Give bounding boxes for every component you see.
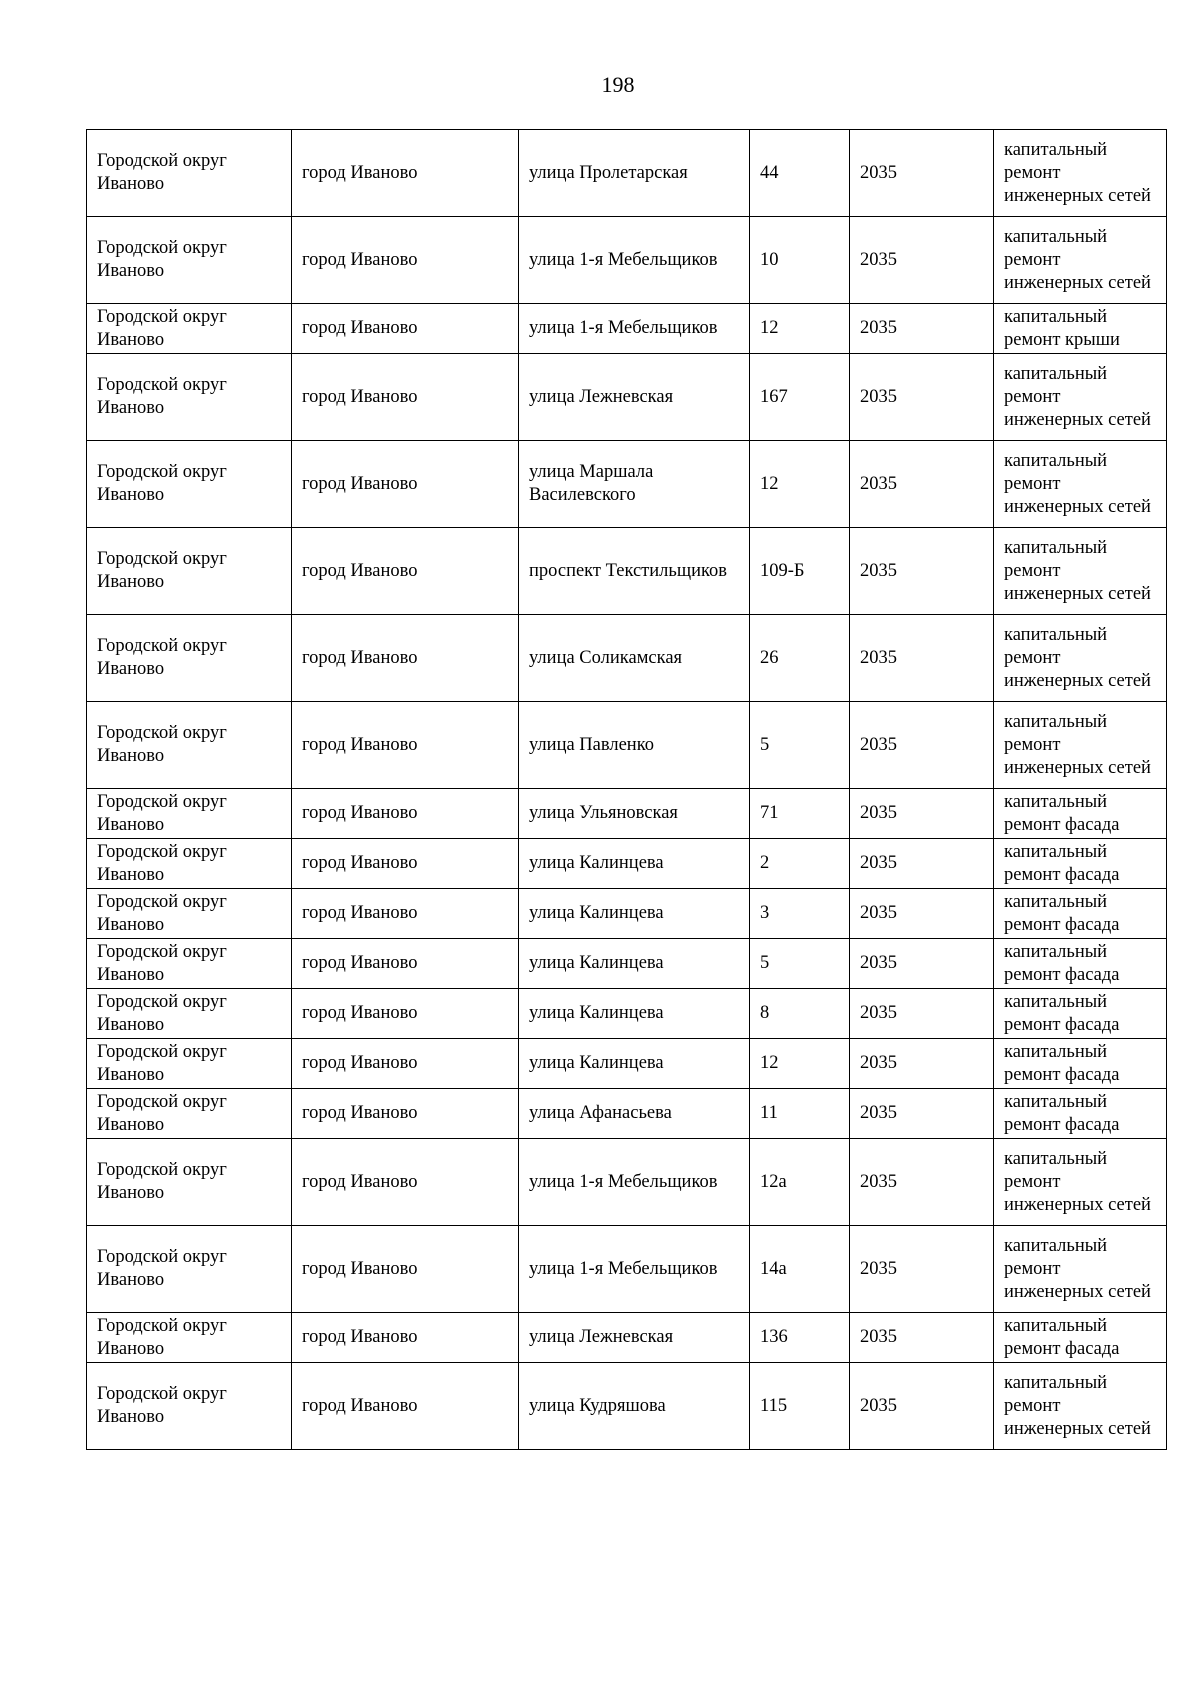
table-row xyxy=(87,1313,1167,1363)
house-number-cell: 26 xyxy=(750,615,850,702)
municipality-cell: Городской округ Иваново xyxy=(87,354,292,441)
year-cell: 2035 xyxy=(850,1313,994,1363)
work-type-cell: капитальный ремонт фасада xyxy=(994,1313,1167,1363)
table-row xyxy=(87,989,1167,1039)
work-type-cell: капитальный ремонт инженерных сетей xyxy=(994,130,1167,217)
locality-cell: город Иваново xyxy=(292,789,519,839)
house-number-cell: 71 xyxy=(750,789,850,839)
year-cell: 2035 xyxy=(850,939,994,989)
year-cell: 2035 xyxy=(850,839,994,889)
year-cell: 2035 xyxy=(850,528,994,615)
municipality-cell: Городской округ Иваново xyxy=(87,889,292,939)
table-row xyxy=(87,839,1167,889)
street-cell: улица Лежневская xyxy=(519,354,750,441)
house-number-cell: 12 xyxy=(750,441,850,528)
street-cell: улица Павленко xyxy=(519,702,750,789)
locality-cell: город Иваново xyxy=(292,989,519,1039)
year-cell: 2035 xyxy=(850,1039,994,1089)
municipality-cell: Городской округ Иваново xyxy=(87,1089,292,1139)
locality-cell: город Иваново xyxy=(292,1313,519,1363)
house-number-cell: 5 xyxy=(750,939,850,989)
street-cell: улица Соликамская xyxy=(519,615,750,702)
table-row xyxy=(87,1039,1167,1089)
locality-cell: город Иваново xyxy=(292,304,519,354)
house-number-cell: 109-Б xyxy=(750,528,850,615)
work-type-cell: капитальный ремонт инженерных сетей xyxy=(994,1363,1167,1450)
municipality-cell: Городской округ Иваново xyxy=(87,528,292,615)
year-cell: 2035 xyxy=(850,615,994,702)
work-type-cell: капитальный ремонт инженерных сетей xyxy=(994,615,1167,702)
locality-cell: город Иваново xyxy=(292,1089,519,1139)
work-type-cell: капитальный ремонт фасада xyxy=(994,889,1167,939)
municipality-cell: Городской округ Иваново xyxy=(87,1313,292,1363)
locality-cell: город Иваново xyxy=(292,1226,519,1313)
year-cell: 2035 xyxy=(850,1089,994,1139)
table-row xyxy=(87,354,1167,441)
year-cell: 2035 xyxy=(850,304,994,354)
work-type-cell: капитальный ремонт инженерных сетей xyxy=(994,528,1167,615)
municipality-cell: Городской округ Иваново xyxy=(87,1039,292,1089)
table-row xyxy=(87,702,1167,789)
street-cell: проспект Текстильщиков xyxy=(519,528,750,615)
municipality-cell: Городской округ Иваново xyxy=(87,939,292,989)
table-row xyxy=(87,130,1167,217)
table-row xyxy=(87,789,1167,839)
work-type-cell: капитальный ремонт фасада xyxy=(994,1039,1167,1089)
year-cell: 2035 xyxy=(850,889,994,939)
table-row xyxy=(87,1226,1167,1313)
table-row xyxy=(87,217,1167,304)
work-type-cell: капитальный ремонт фасада xyxy=(994,939,1167,989)
street-cell: улица 1-я Мебельщиков xyxy=(519,1226,750,1313)
table-row xyxy=(87,441,1167,528)
street-cell: улица 1-я Мебельщиков xyxy=(519,217,750,304)
locality-cell: город Иваново xyxy=(292,354,519,441)
house-number-cell: 12 xyxy=(750,1039,850,1089)
street-cell: улица 1-я Мебельщиков xyxy=(519,1139,750,1226)
table-row xyxy=(87,1363,1167,1450)
year-cell: 2035 xyxy=(850,130,994,217)
work-type-cell: капитальный ремонт крыши xyxy=(994,304,1167,354)
work-type-cell: капитальный ремонт фасада xyxy=(994,839,1167,889)
year-cell: 2035 xyxy=(850,702,994,789)
street-cell: улица 1-я Мебельщиков xyxy=(519,304,750,354)
repair-schedule-table xyxy=(86,129,1167,1450)
locality-cell: город Иваново xyxy=(292,1039,519,1089)
street-cell: улица Лежневская xyxy=(519,1313,750,1363)
house-number-cell: 14а xyxy=(750,1226,850,1313)
municipality-cell: Городской округ Иваново xyxy=(87,702,292,789)
work-type-cell: капитальный ремонт фасада xyxy=(994,1089,1167,1139)
street-cell: улица Калинцева xyxy=(519,989,750,1039)
locality-cell: город Иваново xyxy=(292,130,519,217)
street-cell: улица Ульяновская xyxy=(519,789,750,839)
table-row xyxy=(87,939,1167,989)
locality-cell: город Иваново xyxy=(292,889,519,939)
locality-cell: город Иваново xyxy=(292,1139,519,1226)
page-number: 198 xyxy=(601,72,635,97)
house-number-cell: 11 xyxy=(750,1089,850,1139)
locality-cell: город Иваново xyxy=(292,615,519,702)
year-cell: 2035 xyxy=(850,789,994,839)
house-number-cell: 115 xyxy=(750,1363,850,1450)
table-row xyxy=(87,304,1167,354)
street-cell: улица Калинцева xyxy=(519,1039,750,1089)
house-number-cell: 2 xyxy=(750,839,850,889)
locality-cell: город Иваново xyxy=(292,839,519,889)
municipality-cell: Городской округ Иваново xyxy=(87,441,292,528)
municipality-cell: Городской округ Иваново xyxy=(87,1226,292,1313)
street-cell: улица Кудряшова xyxy=(519,1363,750,1450)
house-number-cell: 136 xyxy=(750,1313,850,1363)
table-body xyxy=(87,130,1167,1450)
municipality-cell: Городской округ Иваново xyxy=(87,217,292,304)
work-type-cell: капитальный ремонт инженерных сетей xyxy=(994,702,1167,789)
municipality-cell: Городской округ Иваново xyxy=(87,839,292,889)
year-cell: 2035 xyxy=(850,354,994,441)
work-type-cell: капитальный ремонт инженерных сетей xyxy=(994,1226,1167,1313)
street-cell: улица Пролетарская xyxy=(519,130,750,217)
house-number-cell: 44 xyxy=(750,130,850,217)
work-type-cell: капитальный ремонт инженерных сетей xyxy=(994,1139,1167,1226)
locality-cell: город Иваново xyxy=(292,1363,519,1450)
locality-cell: город Иваново xyxy=(292,528,519,615)
house-number-cell: 8 xyxy=(750,989,850,1039)
municipality-cell: Городской округ Иваново xyxy=(87,1363,292,1450)
work-type-cell: капитальный ремонт фасада xyxy=(994,789,1167,839)
street-cell: улица Калинцева xyxy=(519,839,750,889)
municipality-cell: Городской округ Иваново xyxy=(87,989,292,1039)
year-cell: 2035 xyxy=(850,1363,994,1450)
table-row xyxy=(87,1089,1167,1139)
work-type-cell: капитальный ремонт фасада xyxy=(994,989,1167,1039)
municipality-cell: Городской округ Иваново xyxy=(87,615,292,702)
locality-cell: город Иваново xyxy=(292,702,519,789)
house-number-cell: 12 xyxy=(750,304,850,354)
locality-cell: город Иваново xyxy=(292,939,519,989)
locality-cell: город Иваново xyxy=(292,441,519,528)
street-cell: улица Калинцева xyxy=(519,889,750,939)
table-row xyxy=(87,528,1167,615)
street-cell: улица Маршала Василевского xyxy=(519,441,750,528)
street-cell: улица Афанасьева xyxy=(519,1089,750,1139)
house-number-cell: 167 xyxy=(750,354,850,441)
work-type-cell: капитальный ремонт инженерных сетей xyxy=(994,441,1167,528)
municipality-cell: Городской округ Иваново xyxy=(87,1139,292,1226)
house-number-cell: 5 xyxy=(750,702,850,789)
table-row xyxy=(87,1139,1167,1226)
house-number-cell: 3 xyxy=(750,889,850,939)
house-number-cell: 12а xyxy=(750,1139,850,1226)
work-type-cell: капитальный ремонт инженерных сетей xyxy=(994,354,1167,441)
street-cell: улица Калинцева xyxy=(519,939,750,989)
year-cell: 2035 xyxy=(850,441,994,528)
municipality-cell: Городской округ Иваново xyxy=(87,789,292,839)
work-type-cell: капитальный ремонт инженерных сетей xyxy=(994,217,1167,304)
locality-cell: город Иваново xyxy=(292,217,519,304)
house-number-cell: 10 xyxy=(750,217,850,304)
year-cell: 2035 xyxy=(850,217,994,304)
year-cell: 2035 xyxy=(850,1226,994,1313)
table-row xyxy=(87,889,1167,939)
year-cell: 2035 xyxy=(850,1139,994,1226)
municipality-cell: Городской округ Иваново xyxy=(87,130,292,217)
table-row xyxy=(87,615,1167,702)
year-cell: 2035 xyxy=(850,989,994,1039)
municipality-cell: Городской округ Иваново xyxy=(87,304,292,354)
